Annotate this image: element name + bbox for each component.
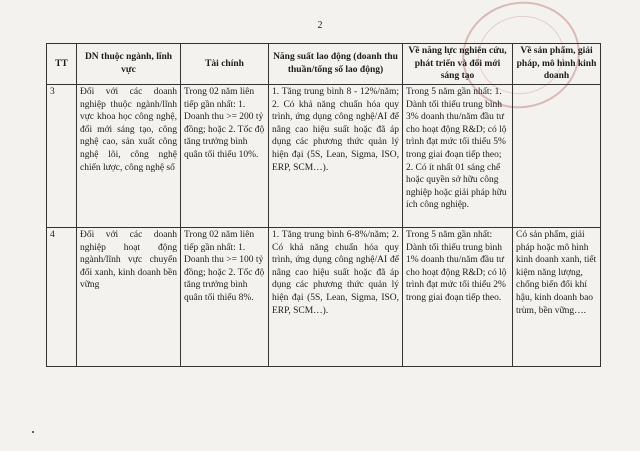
rnd-cell: Trong 5 năm gần nhất: Dành tối thiểu trung bình 1% doanh thu/năm đầu tư cho hoạt động R&D; có lộ trình đạt mức tối thiểu 2% trong giai đoạn tiếp theo.: [403, 228, 513, 367]
product-cell: Có sản phẩm, giải pháp hoặc mô hình kinh doanh xanh, tiết kiệm năng lượng, chống biến đổi khí hậu, kinh doanh bao trùm, bền vững….: [513, 228, 601, 367]
finance-cell: Trong 02 năm liên tiếp gần nhất: 1. Doanh thu >= 200 tỷ đồng; hoặc 2. Tốc độ tăng trưởng bình quân tối thiểu 10%.: [181, 85, 269, 228]
page-number: 2: [317, 20, 323, 31]
rnd-cell: Trong 5 năm gần nhất: 1. Dành tối thiểu trung bình 3% doanh thu/năm đầu tư cho hoạt động R&D; có lộ trình đạt mức tối thiểu 5% trong giai đoạn tiếp theo; 2. Có ít nhất 01 sáng chế hoặc quyền sở hữu công nghiệp hoặc giải pháp hữu ích công nghiệp.: [403, 85, 513, 228]
row-number: 4: [47, 228, 77, 367]
header-product: Về sản phẩm, giải pháp, mô hình kinh doanh: [513, 44, 601, 85]
row-number: 3: [47, 85, 77, 228]
header-finance: Tài chính: [181, 44, 269, 85]
table-row: [47, 85, 601, 228]
sector-cell: Đối với các doanh nghiệp thuộc ngành/lĩnh vực khoa học công nghệ, đổi mới sáng tạo, công nghệ cao, sản xuất công nghệ lõi, công nghệ chiến lược, công nghệ số: [77, 85, 181, 228]
header-sector: DN thuộc ngành, lĩnh vực: [77, 44, 181, 85]
product-cell: [513, 85, 601, 228]
header-rnd: Về năng lực nghiên cứu, phát triển và đổi mới sáng tạo: [403, 44, 513, 85]
criteria-table: [46, 43, 601, 367]
table-header-row: [47, 44, 601, 85]
finance-cell: Trong 02 năm liên tiếp gần nhất: 1. Doanh thu >= 100 tỷ đồng; hoặc 2. Tốc độ tăng trưởng bình quân tối thiểu 8%.: [181, 228, 269, 367]
margin-mark: [32, 431, 34, 433]
sector-cell: Đối với các doanh nghiệp hoạt động ngành/lĩnh vực chuyển đổi xanh, kinh doanh bền vững: [77, 228, 181, 367]
header-productivity: Năng suất lao động (doanh thu thuần/tổng số lao động): [269, 44, 403, 85]
productivity-cell: 1. Tăng trung bình 6-8%/năm; 2. Có khả năng chuẩn hóa quy trình, ứng dụng công nghệ/AI để nâng cao hiệu suất hoặc đã áp dụng các phương thức quản lý hiện đại (5S, Lean, Sigma, ISO, ERP, SCM…).: [269, 228, 403, 367]
header-tt: TT: [47, 44, 77, 85]
productivity-cell: 1. Tăng trung bình 8 - 12%/năm; 2. Có khả năng chuẩn hóa quy trình, ứng dụng công nghệ/AI để nâng cao hiệu suất hoặc đã áp dụng các phương thức quản lý hiện đại (5S, Lean, Sigma, ISO, ERP, SCM…).: [269, 85, 403, 228]
table-row: [47, 228, 601, 367]
